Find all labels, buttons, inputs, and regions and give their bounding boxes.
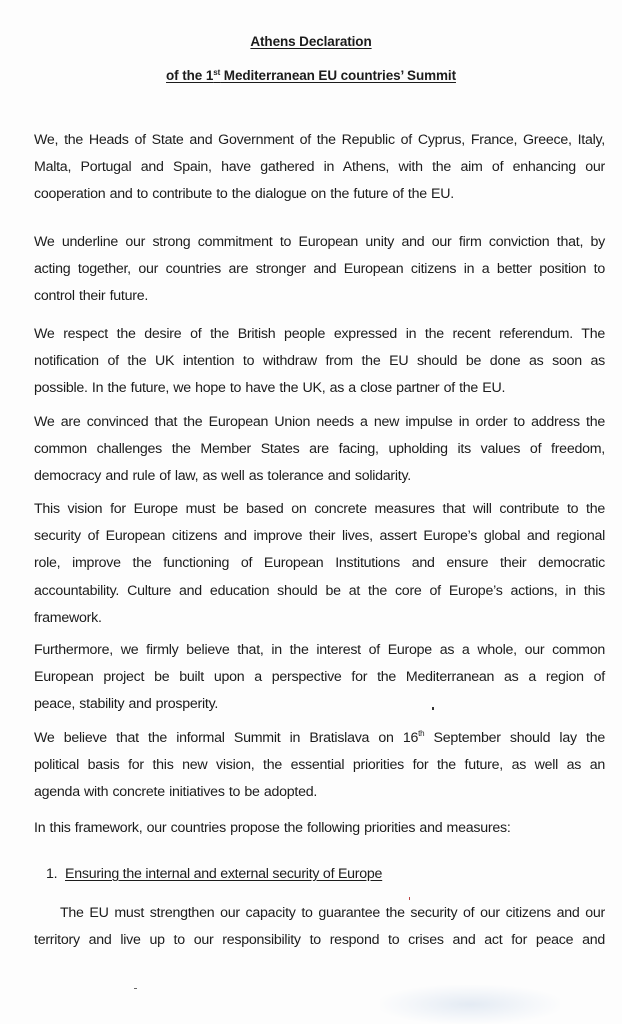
paragraph-line: In this framework, our countries propose the following priorities and measures: — [34, 820, 511, 836]
paragraph-new-impulse — [34, 409, 605, 491]
paragraph-line: agenda with concrete initiatives to be adopted. — [34, 784, 318, 801]
paragraph-unity — [34, 229, 605, 311]
paragraph-line: security of European citizens and improve their lives, assert Europe’s global and regional — [34, 528, 605, 545]
paragraph-line: We respect the desire of the British people expressed in the recent referendum. The — [34, 326, 605, 342]
line-text-post: September should lay the — [424, 730, 605, 746]
section-title: Ensuring the internal and external security of Europe — [65, 866, 383, 882]
paragraph-line: This vision for Europe must be based on concrete measures that will contribute to the — [34, 501, 605, 517]
line-text-pre: We believe that the informal Summit in Bratislava on 16 — [34, 730, 419, 746]
scan-speck — [134, 988, 137, 989]
section-heading-1 — [46, 866, 382, 882]
scan-stamp-artifact — [380, 985, 560, 1024]
paragraph-line — [34, 725, 605, 752]
paragraph-line: The EU must strengthen our capacity to guarantee the security of our citizens and our — [60, 905, 605, 921]
paragraph-line: We underline our strong commitment to European unity and our firm conviction that, by — [34, 234, 605, 250]
paragraph-line: role, improve the functioning of European Institutions and ensure their democratic — [34, 555, 605, 572]
document-subtitle — [0, 68, 622, 83]
paragraph-line: We, the Heads of State and Government of the Republic of Cyprus, France, Greece, Italy, — [34, 132, 605, 148]
paragraph-line: control their future. — [34, 288, 149, 305]
paragraph-framework — [34, 815, 605, 842]
title-line-1: Athens Declaration — [250, 34, 372, 49]
section-number: 1. — [46, 866, 58, 882]
date-superscript: th — [418, 729, 425, 738]
paragraph-line: democracy and rule of law, as well as tolerance and solidarity. — [34, 468, 411, 485]
paragraph-line: Furthermore, we firmly believe that, in the interest of Europe as a whole, our common — [34, 642, 605, 658]
paragraph-mediterranean — [34, 637, 605, 719]
paragraph-line: notification of the UK intention to withdraw from the EU should be done as soon as — [34, 353, 605, 370]
subtitle-superscript: st — [213, 68, 221, 77]
paragraph-line: framework. — [34, 609, 102, 626]
paragraph-line: political basis for this new vision, the essential priorities for the future, as well as an — [34, 757, 605, 774]
paragraph-line: possible. In the future, we hope to have the UK, as a close partner of the EU. — [34, 380, 506, 397]
paragraph-line: Malta, Portugal and Spain, have gathered in Athens, with the aim of enhancing our — [34, 159, 605, 176]
document-title — [0, 34, 622, 49]
paragraph-vision — [34, 496, 605, 632]
paragraph-intro — [34, 127, 605, 209]
subtitle-text-post: Mediterranean EU countries’ Summit — [220, 68, 456, 83]
paragraph-line: accountability. Culture and education should be at the core of Europe’s actions, in this — [34, 582, 605, 599]
subtitle-text-pre: of the 1 — [166, 68, 214, 83]
paragraph-line: acting together, our countries are stronger and European citizens in a better position to — [34, 261, 605, 278]
paragraph-line: We are convinced that the European Union needs a new impulse in order to address the — [34, 414, 605, 430]
paragraph-bratislava — [34, 725, 605, 807]
paragraph-line: cooperation and to contribute to the dialogue on the future of the EU. — [34, 186, 454, 203]
paragraph-line: peace, stability and prosperity. — [34, 696, 219, 713]
paragraph-line: common challenges the Member States are facing, upholding its values of freedom, — [34, 441, 605, 458]
section-1-body — [34, 900, 605, 954]
paragraph-uk-referendum — [34, 321, 605, 403]
paragraph-line: European project be built upon a perspective for the Mediterranean as a region of — [34, 669, 605, 686]
paragraph-line: territory and live up to our responsibility to respond to crises and act for peace and — [34, 932, 605, 949]
